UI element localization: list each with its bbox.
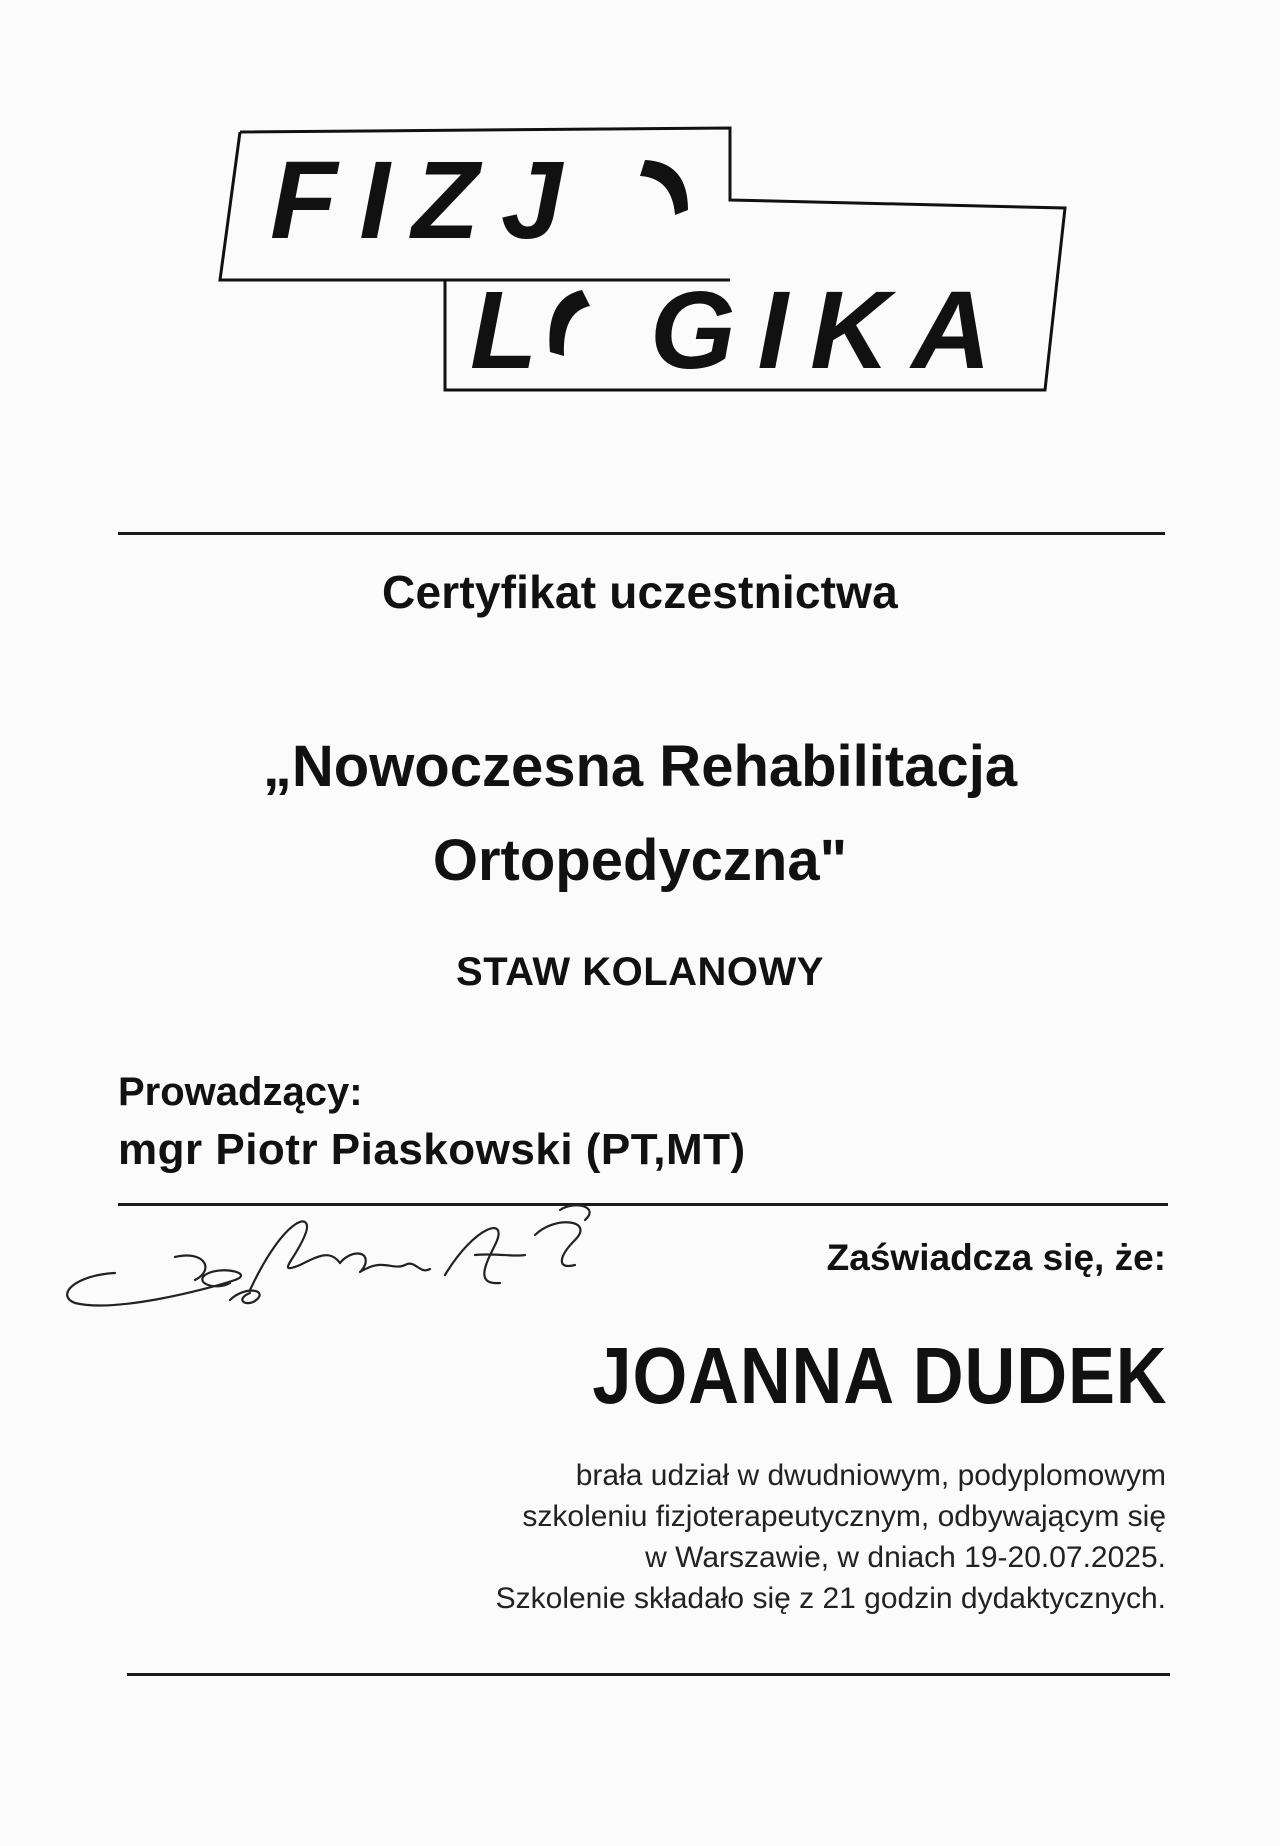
bottom-divider xyxy=(127,1673,1170,1676)
instructor-signature xyxy=(55,1195,595,1310)
course-name-line1: „Nowoczesna Rehabilitacja xyxy=(262,734,1018,799)
logo-text-line2-end: GIKA xyxy=(650,269,1013,392)
signature-graphic xyxy=(55,1195,595,1310)
certificate-description xyxy=(306,1455,1166,1619)
logo-text-line2-start: L xyxy=(470,269,538,392)
logo-o-upper-arc xyxy=(640,160,688,215)
instructor-name: mgr Piotr Piaskowski (PT,MT) xyxy=(118,1125,746,1174)
course-subtitle: STAW KOLANOWY xyxy=(456,950,824,994)
logo-graphic xyxy=(210,120,1070,410)
description-line4: Szkolenie składało się z 21 godzin dydaktycznych. xyxy=(495,1582,1166,1615)
top-divider xyxy=(118,532,1165,535)
participant-name: JOANNA DUDEK xyxy=(592,1331,1168,1420)
logo-text-line1: FIZJ xyxy=(270,139,585,262)
certificate-title: Certyfikat uczestnictwa xyxy=(382,566,898,618)
logo-o-lower-arc xyxy=(549,290,590,356)
course-name-line2: Ortopedyczna" xyxy=(432,828,848,893)
fizjologika-logo xyxy=(210,120,1070,410)
description-line3: w Warszawie, w dniach 19-20.07.2025. xyxy=(645,1541,1166,1574)
instructor-label: Prowadzący: xyxy=(118,1070,363,1114)
attestation-label: Zaświadcza się, że: xyxy=(826,1237,1166,1278)
course-name xyxy=(0,720,1280,908)
description-line1: brała udział w dwudniowym, podyplomowym xyxy=(575,1459,1166,1492)
description-line2: szkoleniu fizjoterapeutycznym, odbywającym się xyxy=(522,1500,1166,1533)
